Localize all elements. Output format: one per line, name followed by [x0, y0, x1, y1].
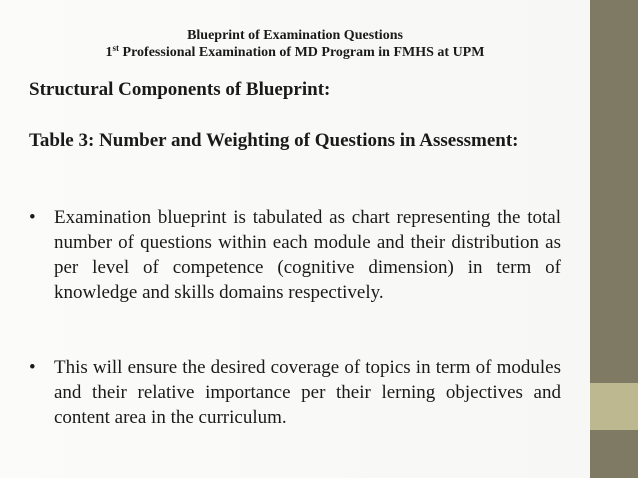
bullet-marker: •	[29, 357, 36, 378]
table-heading: Table 3: Number and Weighting of Questions in Assessment:	[29, 130, 519, 151]
bullet-text: Examination blueprint is tabulated as chart representing the total number of questions within each module and their distribution as per level of competence (cognitive dimension) in term of knowledge and skills domains respectively.	[54, 207, 561, 303]
slide-header-subtitle	[28, 44, 562, 62]
bullet-list-1	[29, 205, 561, 305]
subtitle-ordinal: 1	[105, 45, 113, 60]
section-heading: Structural Components of Blueprint:	[29, 79, 331, 100]
bullet-list-2	[29, 355, 561, 430]
bullet-marker: •	[29, 207, 36, 228]
subtitle-ordinal-suffix: st	[112, 43, 120, 53]
decorative-sidebar-accent	[590, 383, 638, 430]
subtitle-text: Professional Examination of MD Program in FMHS at UPM	[119, 45, 485, 60]
bullet-text: This will ensure the desired coverage of topics in term of modules and their relative importance per their lerning objectives and content area in the curriculum.	[54, 357, 561, 428]
slide-header-title: Blueprint of Examination Questions	[187, 28, 403, 43]
bullet-item	[29, 205, 561, 305]
bullet-item	[29, 355, 561, 430]
